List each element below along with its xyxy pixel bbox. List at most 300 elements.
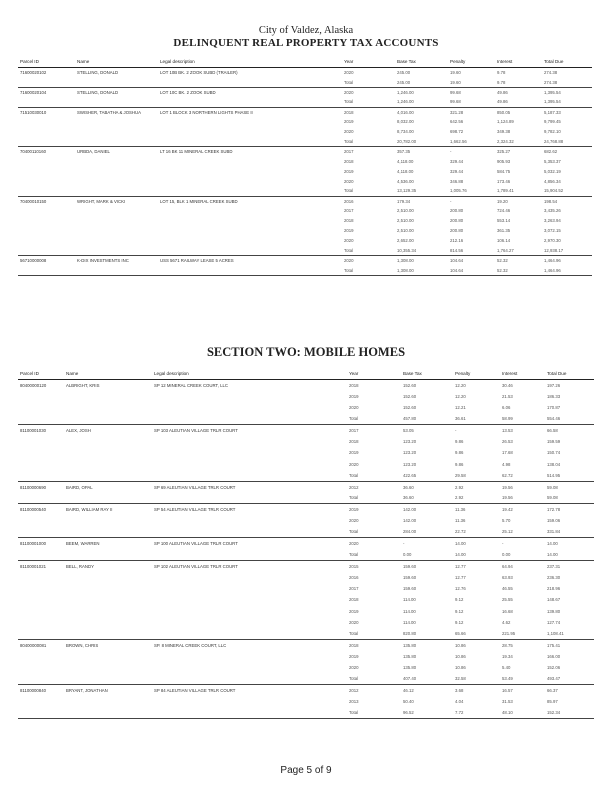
- parcel-id: [18, 436, 64, 447]
- table-row: [18, 157, 592, 167]
- section2-body: [18, 380, 594, 719]
- total-due: 1,395.54: [542, 97, 592, 107]
- penalty: 19.60: [450, 70, 461, 76]
- owner-name: STELLING, DONALD: [77, 89, 119, 95]
- parcel-id: 81100000840: [20, 687, 46, 693]
- year: 2020: [344, 178, 354, 184]
- table-row: [18, 470, 594, 481]
- legal-description: [152, 673, 347, 684]
- parcel-id: [18, 583, 64, 594]
- penalty: 104.64: [450, 258, 464, 264]
- legal-description: [152, 583, 347, 594]
- table-row: [18, 68, 592, 78]
- owner-name: [75, 226, 158, 236]
- base-tax: 284.00: [401, 526, 453, 537]
- total-due: 5,187.33: [544, 109, 561, 115]
- owner-name: BROWN, CHRIS: [66, 642, 99, 648]
- table-row: [18, 481, 594, 492]
- column-header-year: Year: [342, 56, 395, 68]
- legal-description: SP 103 ALEUTIAN VILLAGE TRLR COURT: [154, 428, 238, 434]
- penalty: 36.61: [453, 413, 500, 424]
- parcel-id: [18, 206, 75, 216]
- interest: 30.46: [502, 382, 513, 388]
- owner-name: SWISHER, TABATHA & JOSHUA: [77, 109, 141, 115]
- year: 2020: [349, 518, 359, 524]
- interest: 49.86: [497, 89, 508, 95]
- total-due: 85.97: [547, 698, 558, 704]
- base-tax: 1,246.00: [395, 97, 448, 107]
- parcel-id: [18, 236, 75, 246]
- document-title: DELINQUENT REAL PROPERTY TAX ACCOUNTS: [173, 37, 439, 49]
- legal-description: [152, 526, 347, 537]
- legal-description: [158, 77, 342, 87]
- interest: 26.53: [502, 439, 513, 445]
- table-row: [18, 246, 592, 256]
- table-row: [18, 492, 594, 503]
- penalty: 22.72: [453, 526, 500, 537]
- table-row: [18, 236, 592, 246]
- base-tax: 179.34: [397, 198, 411, 204]
- total-due: 5,353.37: [544, 158, 561, 164]
- total-due: 66.58: [547, 428, 558, 434]
- table-row: [18, 696, 594, 707]
- section2-title: SECTION TWO: MOBILE HOMES: [206, 345, 406, 359]
- table-row: [18, 117, 592, 127]
- column-header-interest: Interest: [500, 368, 545, 380]
- parcel-id: 80400000120: [20, 382, 47, 388]
- interest: 31.53: [502, 698, 513, 704]
- legal-description: [152, 402, 347, 413]
- total-due: 152.34: [545, 707, 594, 718]
- legal-description: [158, 127, 342, 137]
- penalty: 200.80: [450, 218, 464, 224]
- total-due: 59.08: [545, 492, 594, 503]
- table-row: [18, 402, 594, 413]
- penalty: 212.16: [450, 238, 464, 244]
- base-tax: 820.80: [401, 628, 453, 639]
- total-due: 237.31: [547, 563, 561, 569]
- owner-name: [64, 572, 152, 583]
- legal-description: SP 12 MINERAL CREEK COURT, LLC: [154, 382, 228, 388]
- base-tax: 53.05: [403, 428, 414, 434]
- column-header-penalty: Penalty: [448, 56, 495, 68]
- table-row: [18, 87, 592, 97]
- owner-name: [75, 176, 158, 186]
- total-due: 554.46: [545, 413, 594, 424]
- column-header-total-due: Total Due: [545, 368, 594, 380]
- total-due: 198.54: [544, 198, 558, 204]
- year: Total: [347, 549, 401, 560]
- interest: 6.06: [502, 405, 511, 411]
- base-tax: 2,510.00: [397, 228, 414, 234]
- table-row: [18, 436, 594, 447]
- parcel-id: 81100001021: [20, 563, 46, 569]
- page-number: Page 5 of 9: [280, 765, 332, 776]
- table-row: [18, 137, 592, 147]
- table-row: [18, 216, 592, 226]
- legal-description: [152, 707, 347, 718]
- owner-name: [64, 447, 152, 458]
- owner-name: [64, 526, 152, 537]
- owner-name: BAIRD, WILLIAM RAY II: [66, 507, 113, 513]
- owner-name: [75, 127, 158, 137]
- base-tax: 10,355.34: [395, 246, 448, 256]
- base-tax: 245.00: [395, 77, 448, 87]
- parcel-id: [18, 470, 64, 481]
- legal-description: [158, 176, 342, 186]
- interest: 64.94: [502, 563, 513, 569]
- interest: 0.00: [500, 549, 545, 560]
- year: 2018: [349, 642, 359, 648]
- legal-description: [152, 662, 347, 673]
- table-row: [18, 651, 594, 662]
- penalty: 9.12: [455, 597, 464, 603]
- column-header-name: Name: [75, 56, 158, 68]
- parcel-id: 81100001030: [20, 428, 46, 434]
- owner-name: [64, 594, 152, 605]
- parcel-id: [18, 515, 64, 526]
- base-tax: 123.20: [403, 439, 417, 445]
- parcel-id: [18, 265, 75, 275]
- base-tax: 135.80: [403, 665, 417, 671]
- base-tax: 114.00: [403, 619, 416, 625]
- year: 2020: [344, 129, 354, 135]
- column-header-year: Year: [347, 368, 401, 380]
- interest: 1,764.27: [495, 246, 542, 256]
- total-due: 1,464.96: [542, 265, 592, 275]
- interest: 4.98: [502, 461, 511, 467]
- owner-name: STELLING, DONALD: [77, 70, 119, 76]
- parcel-id: [18, 707, 64, 718]
- section1-header-row: [18, 56, 592, 68]
- interest: 2,324.32: [495, 137, 542, 147]
- table-row: [18, 265, 592, 275]
- legal-description: [158, 206, 342, 216]
- total-due: 150.74: [547, 450, 561, 456]
- parcel-id: [18, 226, 75, 236]
- total-due: 4,856.34: [544, 178, 561, 184]
- total-due: 3,263.94: [544, 218, 561, 224]
- penalty: 9.86: [455, 439, 464, 445]
- interest: 361.35: [497, 228, 511, 234]
- parcel-id: [18, 413, 64, 424]
- total-due: 152.06: [547, 665, 561, 671]
- parcel-id: [18, 246, 75, 256]
- table-row: [18, 662, 594, 673]
- interest: 25.12: [500, 526, 545, 537]
- legal-description: LOT 1 BLOCK 3 NORTHERN LIGHTS PHASE II: [160, 109, 253, 115]
- total-due: 148.67: [547, 597, 561, 603]
- parcel-id: 81100000540: [20, 507, 46, 513]
- base-tax: 407.40: [401, 673, 453, 684]
- legal-description: [152, 492, 347, 503]
- owner-name: ALEX, JOSH: [66, 428, 91, 434]
- year: 2019: [349, 450, 359, 456]
- base-tax: 46.12: [403, 687, 414, 693]
- interest: 25.55: [502, 597, 513, 603]
- penalty: 1,662.56: [448, 137, 495, 147]
- column-header-legal-description: Legal description: [152, 368, 347, 380]
- penalty: 9.12: [455, 619, 464, 625]
- parcel-id: 71510030010: [20, 109, 47, 115]
- penalty: 4.04: [455, 698, 464, 704]
- legal-description: [152, 594, 347, 605]
- base-tax: 245.00: [397, 70, 411, 76]
- penalty: 329.44: [450, 168, 464, 174]
- owner-name: URBDA, DANIEL: [77, 149, 110, 155]
- owner-name: [75, 186, 158, 196]
- total-due: 12,938.17: [542, 246, 592, 256]
- penalty: 14.00: [455, 541, 466, 547]
- total-due: 5,032.19: [544, 168, 561, 174]
- owner-name: [64, 436, 152, 447]
- penalty: 698.72: [450, 129, 464, 135]
- total-due: 9,782.10: [544, 129, 561, 135]
- owner-name: ALBRIGHT, KRIS: [66, 382, 100, 388]
- table-row: [18, 673, 594, 684]
- total-due: 274.38: [544, 70, 558, 76]
- year: 2012: [349, 687, 359, 693]
- year: Total: [347, 492, 401, 503]
- table-row: [18, 560, 594, 571]
- owner-name: [64, 707, 152, 718]
- interest: 16.68: [502, 608, 513, 614]
- table-row: [18, 628, 594, 639]
- interest: 53.49: [500, 673, 545, 684]
- penalty: 642.56: [450, 119, 464, 125]
- penalty: 11.36: [455, 507, 466, 513]
- total-due: 274.38: [542, 77, 592, 87]
- total-due: 172.78: [547, 507, 561, 513]
- base-tax: 114.00: [403, 608, 416, 614]
- year: 2017: [344, 208, 354, 214]
- interest: 905.93: [497, 158, 511, 164]
- total-due: 139.80: [547, 608, 561, 614]
- table-row: [18, 166, 592, 176]
- year: 2012: [349, 484, 359, 490]
- legal-description: SP 84 ALEUTIAN VILLAGE TRLR COURT: [154, 687, 236, 693]
- table-row: [18, 196, 592, 206]
- table-row: [18, 147, 592, 157]
- parcel-id: [18, 97, 75, 107]
- section2-table: [18, 368, 594, 719]
- parcel-id: [18, 673, 64, 684]
- year: 2018: [344, 109, 354, 115]
- total-due: 14.00: [545, 549, 594, 560]
- total-due: 2,970.30: [544, 238, 561, 244]
- table-row: [18, 639, 594, 650]
- section2-header-row: [18, 368, 594, 380]
- total-due: 1,464.96: [544, 258, 561, 264]
- interest: -: [502, 541, 504, 547]
- year: Total: [347, 628, 401, 639]
- legal-description: [158, 137, 342, 147]
- parcel-id: [18, 117, 75, 127]
- owner-name: [64, 673, 152, 684]
- interest: 46.55: [502, 585, 513, 591]
- parcel-id: [18, 662, 64, 673]
- legal-description: [158, 265, 342, 275]
- base-tax: 152.60: [403, 382, 417, 388]
- base-tax: 422.65: [401, 470, 453, 481]
- parcel-id: [18, 605, 64, 616]
- interest: 5.70: [502, 518, 511, 524]
- interest: 19.56: [502, 484, 513, 490]
- city-name: City of Valdez, Alaska: [258, 25, 354, 36]
- year: Total: [347, 673, 401, 684]
- year: 2017: [349, 585, 359, 591]
- parcel-id: 70400010150: [20, 198, 47, 204]
- table-row: [18, 77, 592, 87]
- year: 2019: [349, 393, 359, 399]
- penalty: 12.20: [455, 393, 466, 399]
- parcel-id: [18, 166, 75, 176]
- base-tax: 159.60: [403, 585, 417, 591]
- legal-description: [152, 447, 347, 458]
- parcel-id: [18, 447, 64, 458]
- year: 2020: [349, 541, 359, 547]
- base-tax: 96.52: [401, 707, 453, 718]
- interest: 173.46: [497, 178, 511, 184]
- table-row: [18, 617, 594, 628]
- total-due: 159.59: [547, 439, 561, 445]
- owner-name: BAIRD, OPAL: [66, 484, 93, 490]
- parcel-id: 81100001000: [20, 541, 46, 547]
- year: 2018: [349, 439, 359, 445]
- parcel-id: 80400000081: [20, 642, 47, 648]
- year: 2020: [344, 258, 354, 264]
- year: Total: [342, 77, 395, 87]
- penalty: 346.88: [450, 178, 464, 184]
- owner-name: [75, 97, 158, 107]
- base-tax: 4,118.00: [397, 158, 414, 164]
- column-header-interest: Interest: [495, 56, 542, 68]
- legal-description: [152, 470, 347, 481]
- base-tax: 4,118.00: [397, 168, 414, 174]
- penalty: 12.76: [455, 585, 466, 591]
- total-due: 14.00: [547, 541, 558, 547]
- legal-description: [158, 117, 342, 127]
- legal-description: [152, 605, 347, 616]
- penalty: 11.36: [455, 518, 466, 524]
- penalty: 9.86: [455, 461, 464, 467]
- interest: 19.20: [497, 198, 508, 204]
- year: Total: [347, 707, 401, 718]
- legal-description: [152, 617, 347, 628]
- owner-name: [75, 216, 158, 226]
- penalty: 329.44: [450, 158, 464, 164]
- owner-name: [75, 206, 158, 216]
- year: 2020: [349, 619, 359, 625]
- penalty: 14.00: [453, 549, 500, 560]
- interest: 9.78: [497, 70, 506, 76]
- table-row: [18, 504, 594, 515]
- base-tax: 142.00: [403, 507, 417, 513]
- base-tax: 0.00: [401, 549, 453, 560]
- column-header-name: Name: [64, 368, 152, 380]
- table-row: [18, 459, 594, 470]
- legal-description: LOT 10B BK. 2 ZOOK SUBD (TRAILER): [160, 70, 238, 76]
- parcel-id: [18, 176, 75, 186]
- table-row: [18, 226, 592, 236]
- base-tax: 142.00: [403, 518, 417, 524]
- interest: 4.62: [502, 619, 511, 625]
- base-tax: 114.00: [403, 597, 416, 603]
- penalty: 3.68: [455, 687, 464, 693]
- parcel-id: [18, 492, 64, 503]
- interest: 19.42: [502, 507, 513, 513]
- penalty: 32.58: [453, 673, 500, 684]
- legal-description: SP 69 ALEUTIAN VILLAGE TRLR COURT: [154, 484, 236, 490]
- base-tax: 152.60: [403, 393, 417, 399]
- owner-name: [64, 492, 152, 503]
- penalty: 12.77: [455, 574, 466, 580]
- base-tax: 2,510.00: [397, 208, 414, 214]
- total-due: 24,768.88: [542, 137, 592, 147]
- penalty: 814.56: [448, 246, 495, 256]
- year: 2013: [349, 698, 359, 704]
- total-due: 15,904.52: [542, 186, 592, 196]
- penalty: 12.77: [455, 563, 466, 569]
- legal-description: [158, 97, 342, 107]
- table-row: [18, 605, 594, 616]
- owner-name: [64, 391, 152, 402]
- penalty: 321.28: [450, 109, 464, 115]
- interest: 48.10: [500, 707, 545, 718]
- total-due: 186.33: [547, 393, 561, 399]
- total-due: 197.26: [547, 382, 561, 388]
- base-tax: 1,246.00: [397, 89, 414, 95]
- year: 2020: [344, 70, 354, 76]
- year: 2017: [349, 428, 359, 434]
- penalty: 10.86: [455, 665, 466, 671]
- column-header-parcel-id: Parcel ID: [18, 56, 75, 68]
- table-row: [18, 413, 594, 424]
- interest: 17.68: [502, 450, 513, 456]
- total-due: 331.84: [545, 526, 594, 537]
- parcel-id: 56710000008: [20, 258, 47, 264]
- year: 2016: [344, 198, 354, 204]
- penalty: 200.80: [450, 228, 464, 234]
- interest: 5.40: [502, 665, 511, 671]
- legal-description: [152, 436, 347, 447]
- parcel-id: [18, 526, 64, 537]
- table-row: [18, 391, 594, 402]
- owner-name: [64, 583, 152, 594]
- penalty: 65.66: [453, 628, 500, 639]
- legal-description: [152, 391, 347, 402]
- legal-description: SP 102 ALEUTIAN VILLAGE TRLR COURT: [154, 563, 238, 569]
- year: 2015: [349, 563, 359, 569]
- owner-name: [75, 137, 158, 147]
- table-row: [18, 549, 594, 560]
- legal-description: [152, 515, 347, 526]
- year: 2019: [349, 608, 359, 614]
- parcel-id: 81100000690: [20, 484, 46, 490]
- total-due: 514.95: [545, 470, 594, 481]
- base-tax: 36.60: [403, 484, 414, 490]
- interest: 349.38: [497, 129, 511, 135]
- interest: 724.46: [497, 208, 511, 214]
- legal-description: [158, 166, 342, 176]
- owner-name: BELL, RANDY: [66, 563, 94, 569]
- total-due: 127.74: [547, 619, 561, 625]
- base-tax: 20,782.00: [395, 137, 448, 147]
- base-tax: 1,308.00: [395, 265, 448, 275]
- interest: 221.95: [500, 628, 545, 639]
- table-row: [18, 526, 594, 537]
- year: 2019: [349, 653, 359, 659]
